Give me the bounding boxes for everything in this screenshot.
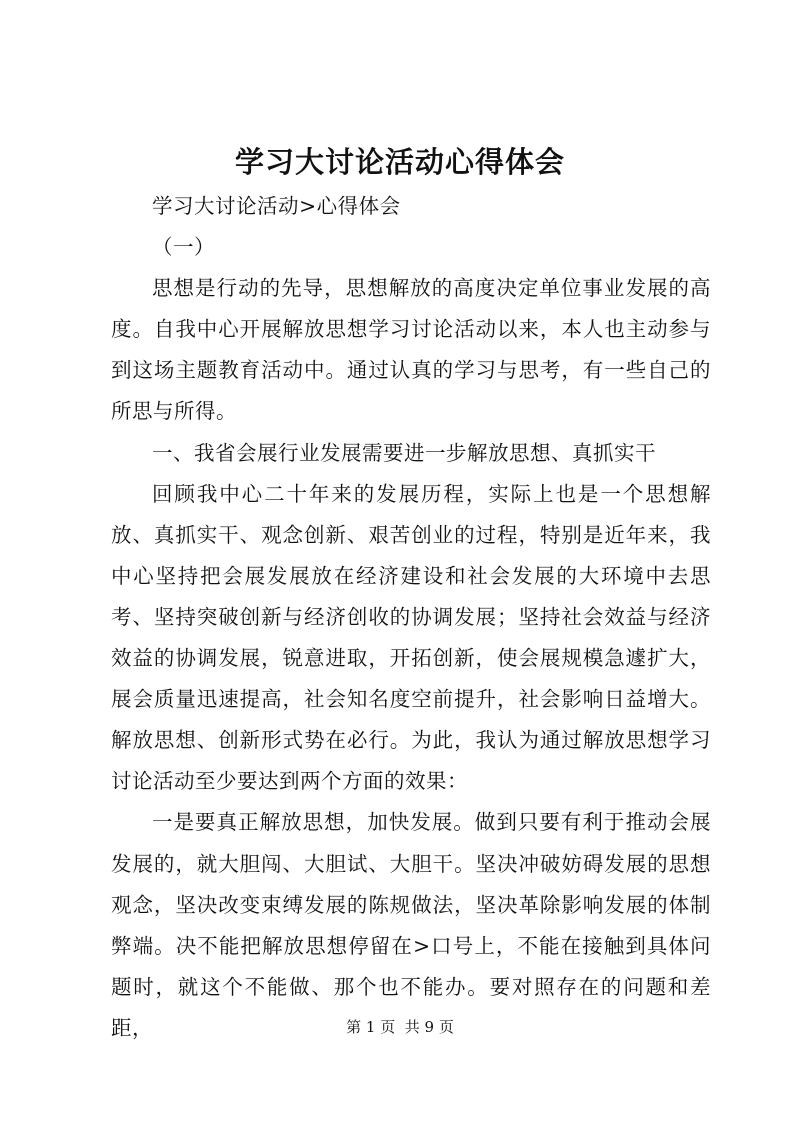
section-heading: 一、我省会展行业发展需要进一步解放思想、真抓实干 — [152, 440, 656, 465]
paragraph: 思想是行动的先导，思想解放的高度决定单位事业发展的高度。自我中心开展解放思想学习讨论活动以来，本人也主动参与到这场主题教育活动中。通过认真的学习与思考，有一些自己的所思与所得。 — [111, 276, 711, 424]
document-body — [111, 186, 711, 1049]
paragraph: 回顾我中心二十年来的发展历程，实际上也是一个思想解放、真抓实干、观念创新、艰苦创业的过程，特别是近年来，我中心坚持把会展发展放在经济建设和社会发展的大环境中去思考、坚持突破创新与经济创收的协调发展；坚持社会效益与经济效益的协调发展，锐意进取，开拓创新，使会展规模急遽扩大，展会质量迅速提高，社会知名度空前提升，社会影响日益增大。解放思想、创新形式势在必行。为此，我认为通过解放思想学习讨论活动至少要达到两个方面的效果： — [111, 481, 711, 794]
section-mark: （一） — [152, 235, 215, 260]
page-number-footer: 第 1 页 共 9 页 — [346, 1018, 454, 1036]
paragraph: 一是要真正解放思想，加快发展。做到只要有利于推动会展发展的，就大胆闯、大胆试、大胆干。坚决冲破妨碍发展的思想观念，坚决改变束缚发展的陈规做法，坚决革除影响发展的体制弊端。决不能把解放思想停留在>口号上，不能在接触到具体问题时，就这个不能做、那个也不能办。要对照存在的问题和差距， — [111, 810, 711, 1040]
document-title: 学习大讨论活动心得体会 — [234, 145, 565, 179]
subtitle-line: 学习大讨论活动>心得体会 — [152, 194, 401, 218]
